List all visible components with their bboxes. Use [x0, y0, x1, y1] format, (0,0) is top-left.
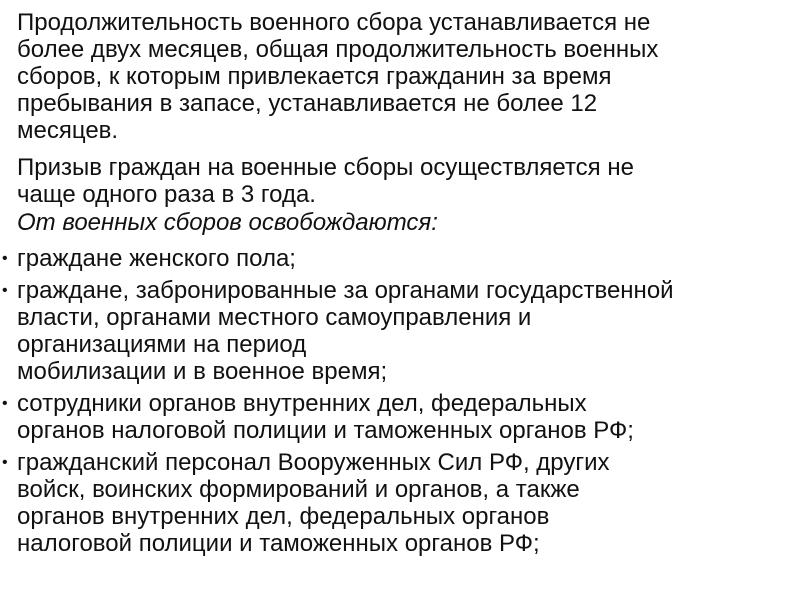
bullet-dot: •: [2, 395, 8, 412]
paragraph-exemptions-heading: От военных сборов освобождаются:: [17, 209, 438, 236]
paragraph-duration: Продолжительность военного сбора устанавливается не более двух месяцев, общая продолжительность военных сборов, к которым привлекается гражданин за время пребывания в запасе, устанавливается не более 12 месяцев.: [17, 9, 659, 144]
list-item-text: граждане, забронированные за органами государственной власти, органами местного самоуправления и организациями на период мобилизации и в военное время;: [17, 277, 674, 385]
list-item-text: сотрудники органов внутренних дел, федеральных органов налоговой полиции и таможенных органов РФ;: [17, 390, 634, 444]
list-item: [2, 390, 787, 444]
list-item: [2, 245, 787, 272]
paragraph-frequency: Призыв граждан на военные сборы осуществляется не чаще одного раза в 3 года.: [17, 154, 634, 208]
list-item-text: граждане женского пола;: [17, 245, 296, 272]
bullet-dot: •: [2, 454, 8, 471]
list-item-text: гражданский персонал Вооруженных Сил РФ, других войск, воинских формирований и органов, а также органов внутренних дел, федеральных органов налоговой полиции и таможенных органов РФ;: [17, 449, 610, 557]
bullet-dot: •: [2, 282, 8, 299]
list-item: [2, 449, 787, 557]
bullet-dot: •: [2, 250, 8, 267]
list-item: [2, 277, 787, 385]
